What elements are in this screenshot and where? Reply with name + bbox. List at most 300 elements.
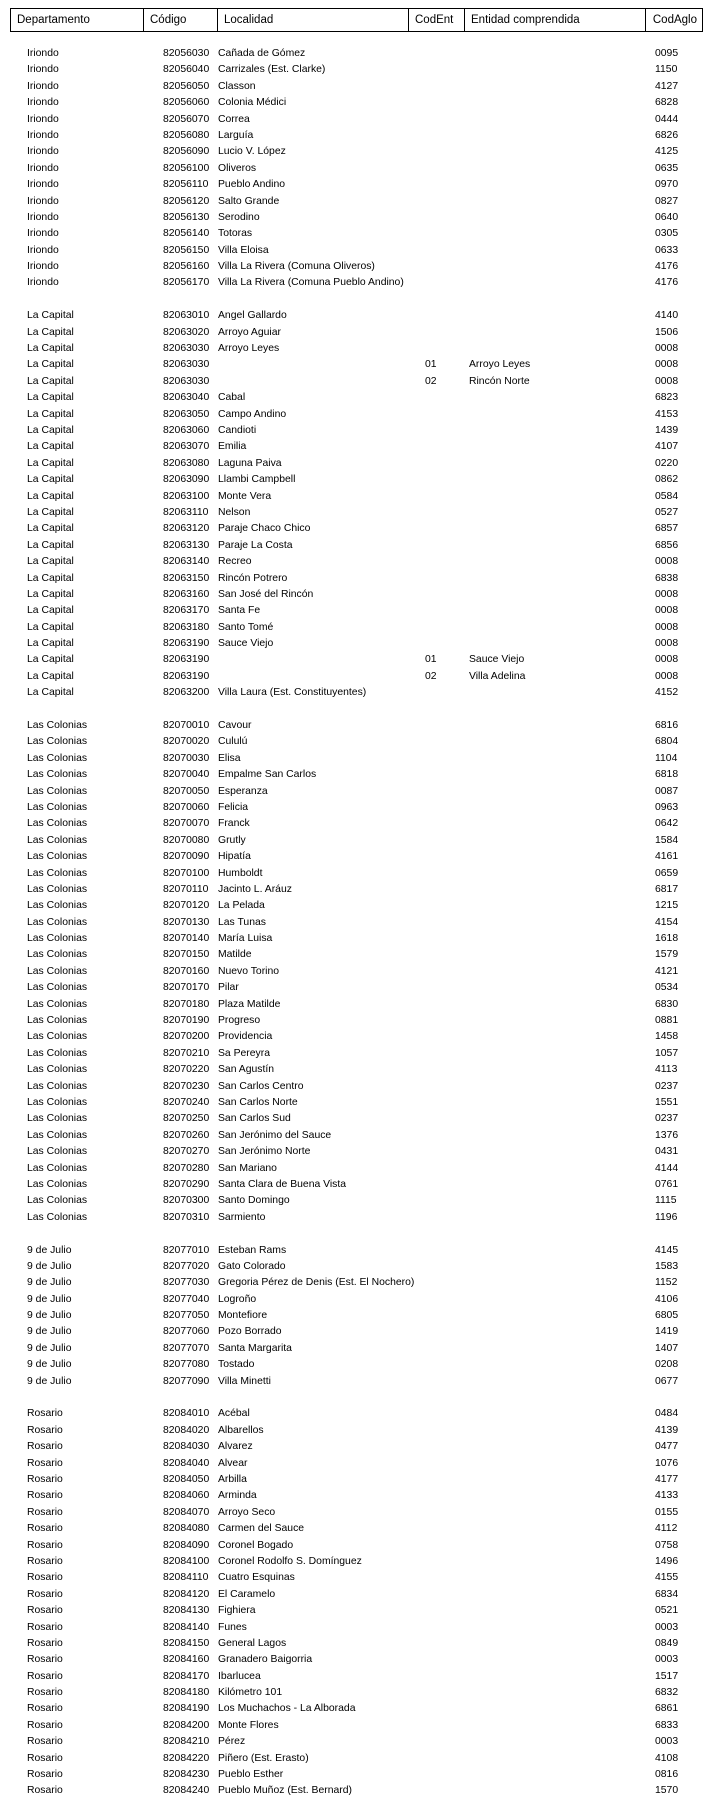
group-separator	[0, 1226, 709, 1242]
codigo-cell: 82056110	[163, 179, 209, 191]
table-row	[0, 505, 709, 521]
localidad-cell: Los Muchachos - La Alborada	[218, 1703, 356, 1715]
departamento-cell: La Capital	[27, 588, 74, 600]
localidad-cell: Larguía	[218, 129, 254, 141]
localidad-cell: Lucio V. López	[218, 146, 286, 158]
departamento-cell: Iriondo	[27, 179, 59, 191]
codaglo-cell: 6823	[655, 392, 679, 404]
table-row	[0, 1439, 709, 1455]
localidad-cell: Logroño	[218, 1293, 257, 1305]
codigo-cell: 82084130	[163, 1605, 210, 1617]
departamento-cell: Rosario	[27, 1703, 63, 1715]
codaglo-cell: 4139	[655, 1424, 679, 1436]
departamento-cell: Las Colonias	[27, 867, 88, 879]
codigo-cell: 82070090	[163, 851, 210, 863]
table-row	[0, 1029, 709, 1045]
codigo-cell: 82063200	[163, 687, 210, 699]
departamento-cell: Las Colonias	[27, 1080, 88, 1092]
codigo-cell: 82084170	[163, 1670, 210, 1682]
codaglo-cell: 6826	[655, 129, 679, 141]
header-codent: CodEnt	[408, 8, 464, 32]
table-row	[0, 1603, 709, 1619]
codaglo-cell: 0862	[655, 474, 679, 486]
localidad-cell: Providencia	[218, 1031, 273, 1043]
codaglo-cell: 4121	[655, 965, 679, 977]
codigo-cell: 82084180	[163, 1687, 210, 1699]
localidad-cell: Villa Laura (Est. Constituyentes)	[218, 687, 367, 699]
departamento-cell: La Capital	[27, 441, 74, 453]
codigo-cell: 82056090	[163, 146, 210, 158]
table-row	[0, 1079, 709, 1095]
departamento-cell: 9 de Julio	[27, 1260, 72, 1272]
codent-cell: 02	[425, 670, 437, 682]
departamento-cell: Rosario	[27, 1539, 63, 1551]
table-row	[0, 275, 709, 291]
codaglo-cell: 1618	[655, 933, 679, 945]
departamento-cell: Las Colonias	[27, 883, 88, 895]
table-row	[0, 1783, 709, 1799]
table-row	[0, 997, 709, 1013]
table-row	[0, 1521, 709, 1537]
localidad-cell: Humboldt	[218, 867, 263, 879]
departamento-cell: Iriondo	[27, 228, 59, 240]
group-separator	[0, 292, 709, 308]
departamento-cell: La Capital	[27, 687, 74, 699]
localidad-cell: Elisa	[218, 752, 241, 764]
departamento-cell: La Capital	[27, 359, 74, 371]
departamento-cell: Rosario	[27, 1523, 63, 1535]
codigo-cell: 82070080	[163, 834, 210, 846]
localidad-cell: Granadero Baigorria	[218, 1654, 313, 1666]
codaglo-cell: 4133	[655, 1490, 679, 1502]
codigo-cell: 82063030	[163, 375, 210, 387]
departamento-cell: Las Colonias	[27, 1097, 88, 1108]
departamento-cell: Rosario	[27, 1654, 63, 1666]
departamento-cell: La Capital	[27, 621, 74, 633]
codaglo-cell: 1517	[655, 1670, 679, 1682]
localidad-cell: San Jerónimo del Sauce	[218, 1129, 332, 1141]
codigo-cell: 82070040	[163, 769, 210, 781]
localidad-cell: San Carlos Norte	[218, 1097, 298, 1108]
codaglo-cell: 0008	[655, 621, 679, 633]
departamento-cell: Las Colonias	[27, 752, 88, 764]
codaglo-cell: 1419	[655, 1326, 679, 1338]
codigo-cell: 82063110	[163, 506, 209, 518]
localidad-cell: Funes	[218, 1621, 247, 1633]
table-row	[0, 1259, 709, 1275]
codaglo-cell: 0008	[655, 654, 679, 666]
codigo-cell: 82077090	[163, 1375, 210, 1387]
codaglo-cell: 6861	[655, 1703, 679, 1715]
localidad-cell: Carrizales (Est. Clarke)	[218, 64, 326, 76]
table-row	[0, 1652, 709, 1668]
localidad-cell: Alvear	[218, 1457, 248, 1469]
codigo-cell: 82070300	[163, 1195, 210, 1207]
codigo-cell: 82084080	[163, 1523, 210, 1535]
localidad-cell: Pueblo Muñoz (Est. Bernard)	[218, 1785, 352, 1797]
codaglo-cell: 1215	[655, 900, 679, 912]
codigo-cell: 82056100	[163, 162, 210, 174]
table-row	[0, 538, 709, 554]
table-row	[0, 964, 709, 980]
localidad-cell: Nelson	[218, 506, 251, 518]
departamento-cell: Las Colonias	[27, 1146, 88, 1158]
departamento-cell: La Capital	[27, 605, 74, 617]
localidad-cell: Arroyo Aguiar	[218, 326, 281, 338]
codigo-cell: 82070050	[163, 785, 210, 797]
header-localidad: Localidad	[217, 8, 408, 32]
codigo-cell: 82084140	[163, 1621, 210, 1633]
codigo-cell: 82084020	[163, 1424, 210, 1436]
codaglo-cell: 1579	[655, 949, 679, 961]
codigo-cell: 82063130	[163, 539, 210, 551]
departamento-cell: La Capital	[27, 556, 74, 568]
departamento-cell: 9 de Julio	[27, 1293, 72, 1305]
codigo-cell: 82084030	[163, 1441, 210, 1453]
table-row	[0, 898, 709, 914]
localidad-cell: Las Tunas	[218, 916, 266, 928]
codigo-cell: 82056130	[163, 211, 210, 223]
localidad-cell: San Jerónimo Norte	[218, 1146, 311, 1158]
codaglo-cell: 0237	[655, 1113, 679, 1125]
codigo-cell: 82070140	[163, 933, 210, 945]
codaglo-cell: 1583	[655, 1260, 679, 1272]
localidad-cell: Acébal	[218, 1408, 250, 1420]
departamento-cell: Las Colonias	[27, 916, 88, 928]
codaglo-cell: 6834	[655, 1588, 679, 1600]
departamento-cell: La Capital	[27, 490, 74, 502]
codigo-cell: 82056070	[163, 113, 210, 125]
localidad-cell: Arroyo Seco	[218, 1506, 276, 1518]
departamento-cell: Rosario	[27, 1457, 63, 1469]
codigo-cell: 82063170	[163, 605, 210, 617]
localidad-cell: Villa La Rivera (Comuna Oliveros)	[218, 261, 375, 273]
localidad-cell: San Mariano	[218, 1162, 277, 1174]
codaglo-cell: 0008	[655, 670, 679, 682]
departamento-cell: Las Colonias	[27, 769, 88, 781]
codaglo-cell: 0444	[655, 113, 679, 125]
departamento-cell: Rosario	[27, 1605, 63, 1617]
table-row	[0, 915, 709, 931]
codigo-cell: 82056030	[163, 48, 210, 59]
codaglo-cell: 4161	[655, 851, 679, 863]
codaglo-cell: 6817	[655, 883, 679, 895]
table-row	[0, 980, 709, 996]
departamento-cell: Rosario	[27, 1621, 63, 1633]
codaglo-cell: 0881	[655, 1015, 679, 1027]
codaglo-cell: 4125	[655, 146, 679, 158]
codaglo-cell: 1104	[655, 752, 678, 764]
localidad-cell: Arbilla	[218, 1473, 247, 1485]
codaglo-cell: 0521	[655, 1605, 679, 1617]
table-row	[0, 177, 709, 193]
departamento-cell: Las Colonias	[27, 1047, 88, 1059]
codigo-cell: 82070230	[163, 1080, 210, 1092]
table-row	[0, 734, 709, 750]
codigo-cell: 82056140	[163, 228, 210, 240]
header-codaglo: CodAglo	[645, 8, 703, 32]
codigo-cell: 82070150	[163, 949, 210, 961]
localidad-cell: Campo Andino	[218, 408, 287, 420]
departamento-cell: La Capital	[27, 638, 74, 650]
departamento-cell: Rosario	[27, 1719, 63, 1731]
codaglo-cell: 0642	[655, 818, 679, 830]
departamento-cell: La Capital	[27, 326, 74, 338]
localidad-cell: San Carlos Centro	[218, 1080, 304, 1092]
departamento-cell: La Capital	[27, 457, 74, 469]
codaglo-cell: 4108	[655, 1752, 679, 1764]
table-row	[0, 472, 709, 488]
localidad-cell: Pilar	[218, 982, 239, 994]
table-row	[0, 259, 709, 275]
departamento-cell: Rosario	[27, 1687, 63, 1699]
codigo-cell: 82070190	[163, 1015, 210, 1027]
entidad-cell: Arroyo Leyes	[469, 359, 531, 371]
table-row	[0, 849, 709, 865]
table-row	[0, 390, 709, 406]
localidad-cell: Oliveros	[218, 162, 257, 174]
codigo-cell: 82070220	[163, 1064, 210, 1076]
codigo-cell: 82063040	[163, 392, 210, 404]
departamento-cell: Rosario	[27, 1588, 63, 1600]
codaglo-cell: 0659	[655, 867, 679, 879]
table-row	[0, 652, 709, 668]
localidad-cell: Ibarlucea	[218, 1670, 261, 1682]
table-row	[0, 456, 709, 472]
departamento-cell: Iriondo	[27, 195, 59, 207]
departamento-cell: Las Colonias	[27, 834, 88, 846]
departamento-cell: Rosario	[27, 1752, 63, 1764]
departamento-cell: 9 de Julio	[27, 1375, 72, 1387]
table-row	[0, 1718, 709, 1734]
codigo-cell: 82084070	[163, 1506, 210, 1518]
codigo-cell: 82070270	[163, 1146, 210, 1158]
table-row	[0, 1636, 709, 1652]
localidad-cell: Santo Tomé	[218, 621, 274, 633]
table-row	[0, 1210, 709, 1226]
table-row	[0, 128, 709, 144]
table-row	[0, 308, 709, 324]
localidad-cell: Plaza Matilde	[218, 998, 281, 1010]
codaglo-cell: 6818	[655, 769, 679, 781]
table-row	[0, 407, 709, 423]
table-row	[0, 1062, 709, 1078]
departamento-cell: Las Colonias	[27, 965, 88, 977]
departamento-cell: Las Colonias	[27, 1195, 88, 1207]
codigo-cell: 82063030	[163, 343, 210, 355]
table-row	[0, 1357, 709, 1373]
localidad-cell: Empalme San Carlos	[218, 769, 317, 781]
codigo-cell: 82056120	[163, 195, 210, 207]
codaglo-cell: 0155	[655, 1506, 679, 1518]
departamento-cell: Rosario	[27, 1572, 63, 1584]
codigo-cell: 82070170	[163, 982, 210, 994]
localidad-cell: Angel Gallardo	[218, 310, 287, 322]
codigo-cell: 82070160	[163, 965, 210, 977]
codaglo-cell: 6816	[655, 720, 679, 732]
table-row	[0, 62, 709, 78]
codaglo-cell: 0305	[655, 228, 679, 240]
codaglo-cell: 4112	[655, 1523, 678, 1535]
localidad-cell: Pueblo Esther	[218, 1769, 284, 1781]
table-row	[0, 1013, 709, 1029]
localidad-cell: Monte Flores	[218, 1719, 279, 1731]
localidad-cell: El Caramelo	[218, 1588, 276, 1600]
table-row	[0, 1488, 709, 1504]
localidad-cell: Colonia Médici	[218, 97, 287, 109]
codaglo-cell: 4152	[655, 687, 679, 699]
codaglo-cell: 4154	[655, 916, 679, 928]
codaglo-cell: 6838	[655, 572, 679, 584]
departamento-cell: Rosario	[27, 1769, 63, 1781]
codaglo-cell: 6833	[655, 1719, 679, 1731]
departamento-cell: Las Colonias	[27, 736, 88, 748]
codaglo-cell: 1376	[655, 1129, 679, 1141]
localidad-cell: Paraje La Costa	[218, 539, 293, 551]
codaglo-cell: 0008	[655, 343, 679, 355]
table-row	[0, 1456, 709, 1472]
codigo-cell: 82070260	[163, 1129, 210, 1141]
departamento-cell: Rosario	[27, 1441, 63, 1453]
table-row	[0, 210, 709, 226]
localidad-cell: María Luisa	[218, 933, 273, 945]
table-row	[0, 1767, 709, 1783]
localidad-cell: Jacinto L. Aráuz	[218, 883, 292, 895]
codigo-cell: 82084120	[163, 1588, 210, 1600]
codaglo-cell: 0008	[655, 605, 679, 617]
table-row	[0, 1406, 709, 1422]
codaglo-cell: 0816	[655, 1769, 679, 1781]
table-row	[0, 1161, 709, 1177]
table-row	[0, 1128, 709, 1144]
departamento-cell: 9 de Julio	[27, 1326, 72, 1338]
codigo-cell: 82063080	[163, 457, 210, 469]
departamento-cell: La Capital	[27, 408, 74, 420]
codaglo-cell: 6832	[655, 1687, 679, 1699]
table-row	[0, 1554, 709, 1570]
codigo-cell: 82056060	[163, 97, 210, 109]
header-codigo: Código	[143, 8, 217, 32]
codigo-cell: 82063140	[163, 556, 210, 568]
table-row	[0, 947, 709, 963]
table-row	[0, 1177, 709, 1193]
departamento-cell: La Capital	[27, 424, 74, 436]
localidad-cell: Esperanza	[218, 785, 268, 797]
codigo-cell: 82084160	[163, 1654, 210, 1666]
codigo-cell: 82070070	[163, 818, 210, 830]
departamento-cell: La Capital	[27, 654, 74, 666]
codaglo-cell: 4144	[655, 1162, 679, 1174]
codaglo-cell: 4177	[655, 1473, 679, 1485]
localidad-cell: Serodino	[218, 211, 260, 223]
departamento-cell: Las Colonias	[27, 1129, 88, 1141]
departamento-cell: La Capital	[27, 392, 74, 404]
departamento-cell: Rosario	[27, 1490, 63, 1502]
codigo-cell: 82070210	[163, 1047, 210, 1059]
table-body	[0, 46, 709, 1800]
localidad-cell: Montefiore	[218, 1310, 268, 1322]
localidad-cell: Monte Vera	[218, 490, 272, 502]
codaglo-cell: 6828	[655, 97, 679, 109]
departamento-cell: La Capital	[27, 343, 74, 355]
localidad-cell: Gato Colorado	[218, 1260, 286, 1272]
table-row	[0, 1046, 709, 1062]
codaglo-cell: 0761	[655, 1178, 679, 1190]
codaglo-cell: 4107	[655, 441, 679, 453]
departamento-cell: Las Colonias	[27, 720, 88, 732]
departamento-cell: Las Colonias	[27, 1211, 88, 1223]
codaglo-cell: 1152	[655, 1277, 678, 1289]
departamento-cell: 9 de Julio	[27, 1359, 72, 1371]
codaglo-cell: 1458	[655, 1031, 679, 1043]
codigo-cell: 82063190	[163, 654, 210, 666]
localidad-cell: Cuatro Esquinas	[218, 1572, 295, 1584]
codaglo-cell: 0220	[655, 457, 679, 469]
table-row	[0, 1111, 709, 1127]
table-row	[0, 46, 709, 62]
codaglo-cell: 4113	[655, 1064, 678, 1076]
departamento-cell: 9 de Julio	[27, 1277, 72, 1289]
codaglo-cell: 0584	[655, 490, 679, 502]
codaglo-cell: 0633	[655, 244, 679, 256]
codigo-cell: 82063100	[163, 490, 210, 502]
codigo-cell: 82070060	[163, 801, 210, 813]
codigo-cell: 82070250	[163, 1113, 210, 1125]
localidad-cell: Cululú	[218, 736, 248, 748]
localidad-cell: Pueblo Andino	[218, 179, 286, 191]
departamento-cell: 9 de Julio	[27, 1244, 72, 1256]
codaglo-cell: 0237	[655, 1080, 679, 1092]
localidad-cell: Cabal	[218, 392, 246, 404]
codaglo-cell: 6857	[655, 523, 679, 535]
entidad-cell: Sauce Viejo	[469, 654, 525, 666]
codaglo-cell: 6805	[655, 1310, 679, 1322]
departamento-cell: Rosario	[27, 1637, 63, 1649]
codigo-cell: 82084190	[163, 1703, 210, 1715]
localidad-cell: Coronel Bogado	[218, 1539, 294, 1551]
localidad-cell: Villa Minetti	[218, 1375, 271, 1387]
table-row	[0, 1095, 709, 1111]
table-row	[0, 521, 709, 537]
localidad-cell: Cañada de Gómez	[218, 48, 306, 59]
codigo-cell: 82077050	[163, 1310, 210, 1322]
codigo-cell: 82077030	[163, 1277, 210, 1289]
codigo-cell: 82070310	[163, 1211, 210, 1223]
table-row	[0, 144, 709, 160]
codigo-cell: 82056050	[163, 80, 210, 92]
departamento-cell: Iriondo	[27, 48, 59, 59]
codaglo-cell: 0477	[655, 1441, 679, 1453]
table-row	[0, 1243, 709, 1259]
codigo-cell: 82056170	[163, 277, 210, 289]
table-row	[0, 1587, 709, 1603]
table-row	[0, 751, 709, 767]
table-row	[0, 1308, 709, 1324]
table-row	[0, 325, 709, 341]
codigo-cell: 82077070	[163, 1342, 210, 1354]
codigo-cell: 82077010	[163, 1244, 210, 1256]
departamento-cell: La Capital	[27, 572, 74, 584]
codigo-cell: 82063020	[163, 326, 210, 338]
localidad-cell: Cavour	[218, 720, 252, 732]
codaglo-cell: 0087	[655, 785, 679, 797]
table-row	[0, 816, 709, 832]
table-row	[0, 669, 709, 685]
table-row	[0, 1324, 709, 1340]
codigo-cell: 82084240	[163, 1785, 210, 1797]
departamento-cell: Iriondo	[27, 244, 59, 256]
codigo-cell: 82063070	[163, 441, 210, 453]
